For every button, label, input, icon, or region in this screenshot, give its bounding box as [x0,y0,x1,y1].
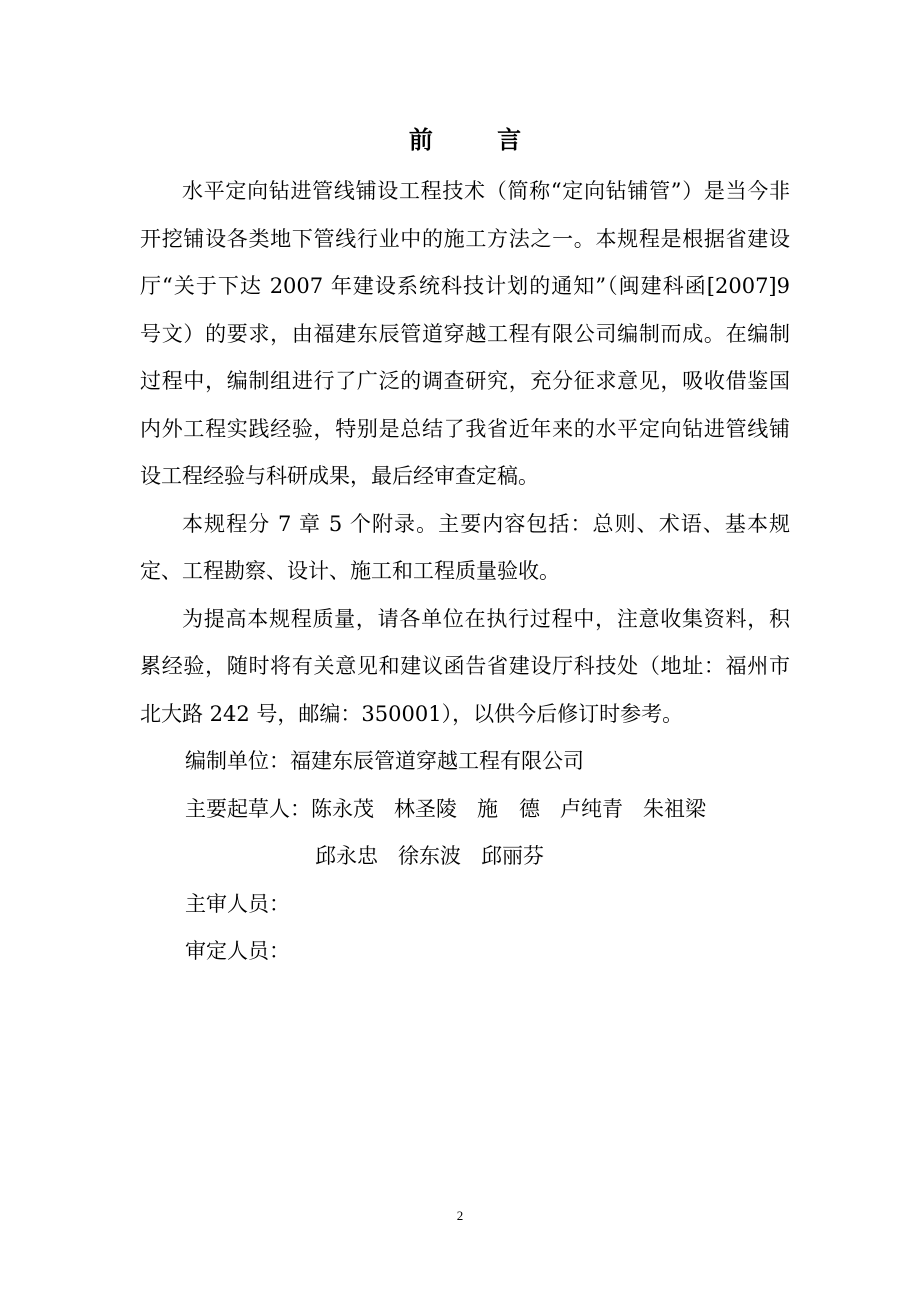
page-number: 2 [456,1208,464,1223]
drafter-name: 林圣陵 [394,796,457,821]
document-page [140,118,790,976]
drafter-name: 邱丽芬 [481,844,544,868]
chief-reviewer-label: 主审人员： [185,891,290,916]
reviewers-label: 审定人员： [185,939,290,963]
compiler-line [140,738,790,786]
drafters-line [140,786,790,834]
drafter-name: 陈永茂 [311,796,374,821]
paragraph-1: 水平定向钻进管线铺设工程技术（简称“定向钻铺管”）是当今非开挖铺设各类地下管线行业中的施工方法之一。本规程是根据省建设厅“关于下达 2007 年建设系统科技计划的通知”（闽建科函[2007]9 号文）的要求，由福建东辰管道穿越工程有限公司编制而成。在编制过程中，编制组进行了广泛的调查研究，充分征求意见，吸收借鉴国内外工程实践经验，特别是总结了我省近年来的水平定向钻进管线铺设工程经验与科研成果，最后经审查定稿。 [140,179,790,488]
compiler-name: 福建东辰管道穿越工程有限公司 [290,749,584,773]
drafter-name: 卢纯青 [560,796,623,821]
compiler-label: 编制单位： [185,749,290,773]
drafter-name: 徐东波 [398,844,461,868]
drafters-line-continued [140,833,790,881]
drafters-label: 主要起草人： [185,796,311,821]
chief-reviewer-line [140,881,790,929]
paragraph-3: 为提高本规程质量，请各单位在执行过程中，注意收集资料，积累经验，随时将有关意见和建议函告省建设厅科技处（地址：福州市北大路 242 号，邮编：350001），以供今后修订时参考。 [140,606,790,726]
reviewers-line [140,928,790,976]
drafter-name: 朱祖梁 [643,796,706,821]
drafter-name: 邱永忠 [315,844,378,868]
paragraph-2: 本规程分 7 章 5 个附录。主要内容包括：总则、术语、基本规定、工程勘察、设计、施工和工程质量验收。 [140,511,790,583]
drafter-name: 施 德 [477,796,540,821]
page-title: 前 言 [408,125,550,154]
